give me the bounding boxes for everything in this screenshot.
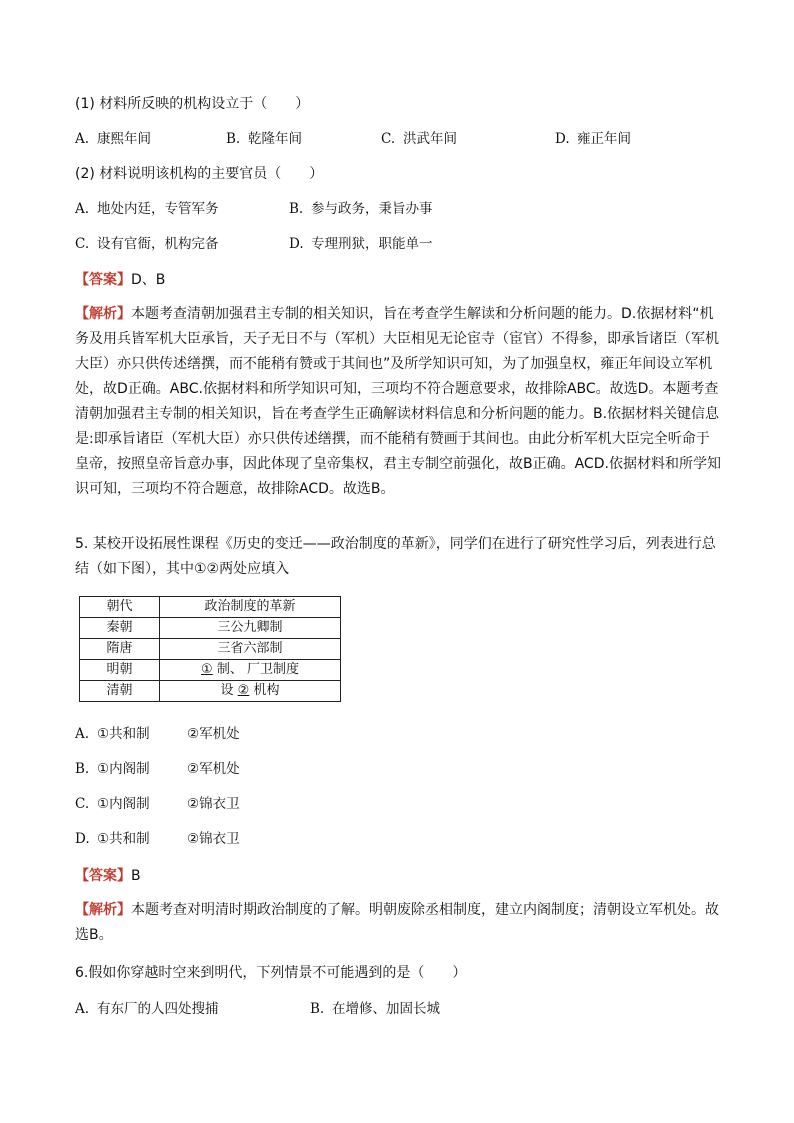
option-text: 雍正年间 (577, 131, 631, 147)
table-cell-dynasty: 隋唐 (80, 639, 160, 660)
option-label: D. (289, 236, 304, 252)
option-part-2: ②军机处 (187, 726, 240, 742)
table-header: 政治制度的革新 (160, 597, 341, 618)
table-cell-dynasty: 明朝 (80, 660, 160, 681)
option-text: 设有官衙，机构完备 (97, 236, 219, 252)
q5-option-d (75, 829, 240, 849)
option-part-1: ①内阁制 (97, 761, 150, 777)
q4-sub2-stem: (2) 材料说明该机构的主要官员（ ） (75, 166, 324, 182)
q4-analysis (75, 302, 723, 502)
option-part-1: ①共和制 (97, 831, 150, 847)
option-label: A. (75, 131, 90, 147)
q4-sub1-option-d (555, 129, 631, 149)
answer-tag: 【答案】 (75, 272, 131, 288)
table-row (80, 660, 341, 681)
q4-sub1-stem: (1) 材料所反映的机构设立于（ ） (75, 96, 310, 112)
option-label: C. (75, 796, 90, 812)
option-label: D. (75, 831, 90, 847)
q4-sub2-option-a (75, 199, 219, 219)
option-text: 参与政务，秉旨办事 (311, 201, 433, 217)
q4-sub1-option-a (75, 129, 151, 149)
option-label: A. (75, 1001, 90, 1017)
answer-value: B (131, 868, 141, 884)
option-text: 地处内廷，专管军务 (97, 201, 219, 217)
table-header-row (80, 597, 341, 618)
option-label: B. (75, 761, 90, 777)
option-part-2: ②锦衣卫 (187, 796, 240, 812)
option-label: A. (75, 726, 90, 742)
option-label: B. (226, 131, 241, 147)
q4-sub1-option-b (226, 129, 302, 149)
table-cell-dynasty: 清朝 (80, 681, 160, 702)
q5-stem: 5. 某校开设拓展性课程《历史的变迁——政治制度的革新》，同学们在进行了研究性学习后，列表进行总结（如下图），其中①②两处应填入 (75, 536, 716, 577)
analysis-tag: 【解析】 (75, 306, 131, 322)
q5-option-b (75, 759, 240, 779)
table-cell-reform: 三公九卿制 (160, 618, 341, 639)
q6-option-b (310, 999, 440, 1019)
option-text: 康熙年间 (97, 131, 151, 147)
blank-marker: ① (201, 662, 213, 677)
q4-sub2-option-d (289, 234, 433, 254)
q4-sub2-option-c (75, 234, 219, 254)
q6-stem: 6.假如你穿越时空来到明代，下列情景不可能遇到的是（ ） (75, 965, 467, 981)
answer-tag: 【答案】 (75, 868, 131, 884)
table-row (80, 618, 341, 639)
q5-option-a (75, 724, 240, 744)
option-text: 专理刑狱，职能单一 (311, 236, 433, 252)
q4-sub2-option-b (289, 199, 433, 219)
option-label: A. (75, 201, 90, 217)
q5-answer (75, 866, 141, 886)
table-cell-reform: ① 制、 厂卫制度 (160, 660, 341, 681)
option-part-2: ②锦衣卫 (187, 831, 240, 847)
option-text: 乾隆年间 (248, 131, 302, 147)
option-label: C. (75, 236, 90, 252)
table-row (80, 639, 341, 660)
option-text: 在增修、加固长城 (332, 1001, 440, 1017)
table-cell-reform: 设 ② 机构 (160, 681, 341, 702)
reform-summary-table (79, 596, 341, 702)
option-label: B. (289, 201, 304, 217)
table-row (80, 681, 341, 702)
analysis-text: 本题考查清朝加强君主专制的相关知识，旨在考查学生解读和分析问题的能力。D.依据材料“机务及用兵皆军机大臣承旨，天子无日不与（军机）大臣相见无论宦寺（宦官）不得参，即承旨诸臣（军机大臣）亦只供传述缮撰，而不能稍有赞或于其间也”及所学知识可知，为了加强皇权，雍正年间设立军机处，故D正确。ABC.依据材料和所学知识可知，三项均不符合题意要求，故排除ABC。故选D。本题考查清朝加强君主专制的相关知识，旨在考查学生正确解读材料信息和分析问题的能力。B.依据材料关键信息是:即承旨诸臣（军机大臣）亦只供传述缮撰，而不能稍有赞画于其间也。由此分析军机大臣完全听命于皇帝，按照皇帝旨意办事，因此体现了皇帝集权，君主专制空前强化，故B正确。ACD.依据材料和所学知识可知，三项均不符合题意，故排除ACD。故选B。 (75, 306, 721, 497)
q5-analysis (75, 898, 723, 948)
table-header: 朝代 (80, 597, 160, 618)
option-label: D. (555, 131, 570, 147)
table-cell-dynasty: 秦朝 (80, 618, 160, 639)
option-text: 有东厂的人四处搜捕 (97, 1001, 219, 1017)
option-part-2: ②军机处 (187, 761, 240, 777)
option-part-1: ①内阁制 (97, 796, 150, 812)
q4-answer (75, 270, 165, 290)
q5-option-c (75, 794, 240, 814)
option-text: 洪武年间 (403, 131, 457, 147)
analysis-text: 本题考查对明清时期政治制度的了解。明朝废除丞相制度，建立内阁制度；清朝设立军机处。故选B。 (75, 902, 719, 943)
option-label: B. (310, 1001, 325, 1017)
q4-sub1-option-c (381, 129, 457, 149)
table-cell-reform: 三省六部制 (160, 639, 341, 660)
analysis-tag: 【解析】 (75, 902, 131, 918)
option-part-1: ①共和制 (97, 726, 150, 742)
q6-option-a (75, 999, 219, 1019)
blank-marker: ② (237, 683, 250, 698)
answer-value: D、B (131, 272, 166, 288)
option-label: C. (381, 131, 396, 147)
